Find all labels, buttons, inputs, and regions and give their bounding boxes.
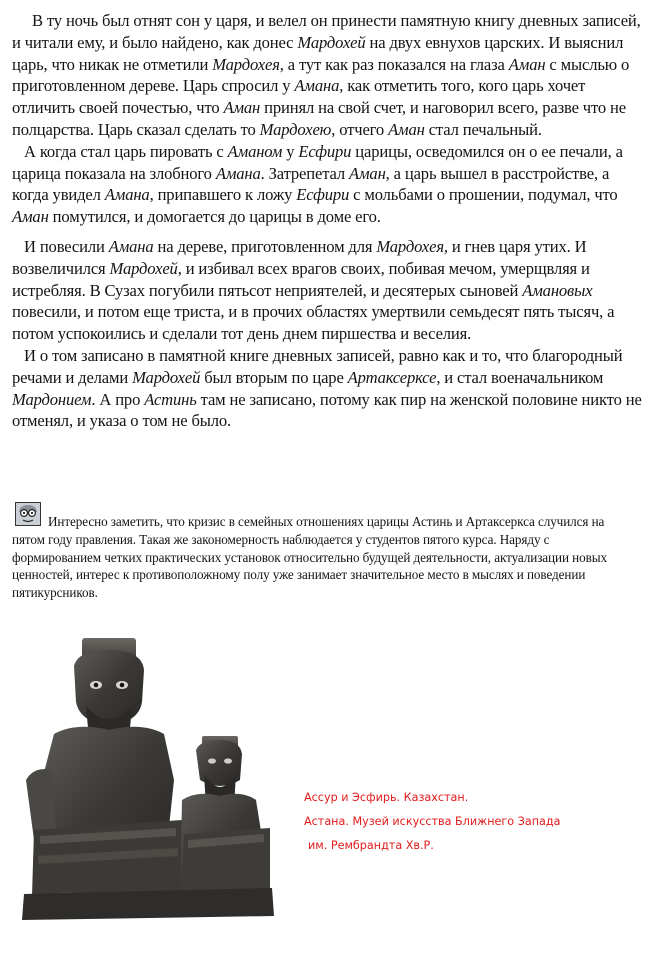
name-run: Амановых bbox=[522, 280, 593, 300]
paragraph bbox=[12, 236, 648, 345]
name-run: Амана bbox=[104, 185, 150, 205]
name-run: Мардохея bbox=[212, 54, 280, 74]
sculpture-photo bbox=[14, 630, 280, 924]
name-run: Есфири bbox=[298, 141, 352, 161]
text-run: стал печальный. bbox=[424, 119, 542, 139]
photo-caption bbox=[304, 786, 604, 858]
name-run: Мардохея bbox=[376, 236, 444, 256]
text-run: повесили, и потом еще триста, и в прочих областях умертвили семьдесят пять тысяч, а потом успокоились и сделали тот день днем пиршества и веселия. bbox=[12, 302, 615, 344]
caption-line: им. Рембрандта Хв.Р. bbox=[308, 839, 434, 852]
paragraph bbox=[12, 345, 648, 432]
main-text bbox=[12, 10, 648, 432]
text-run: . А про bbox=[91, 389, 145, 409]
name-run: Мардохей bbox=[297, 32, 366, 52]
text-run: помутился, и домогается до царицы в доме его. bbox=[48, 207, 381, 227]
text-run: , и избивал всех врагов своих, побивая мечом, умерщвляя и истребляя. В Сузах погубили пятьсот неприятелей, и десятерых сыновей bbox=[12, 258, 590, 300]
text-run: , и гнев царя утих. И возвеличился bbox=[12, 236, 587, 278]
name-run: Амана bbox=[294, 76, 340, 96]
text-run: И о том записано в памятной книге дневных записей, равно как и то, что благородный речами и делами bbox=[12, 345, 623, 387]
text-run: с мыслью о приготовленном дереве. Царь спросил у bbox=[12, 54, 630, 96]
text-run: , припавшего к ложу bbox=[149, 185, 297, 205]
text-run: на дереве, приготовленном для bbox=[153, 236, 377, 256]
name-run: Мардохею bbox=[259, 119, 332, 139]
note-body: Интересно заметить, что кризис в семейных отношениях царицы Астинь и Артаксеркса случился на пятом году правления. Такая же закономерность наблюдается у студентов пятого курса. Наряду с формированием четких практических установок относительно будущей деятельности, актуализации новых ценностей, интерес к противоположному полу уже занимает значительное место в мыслях и поведении пятикурсников. bbox=[12, 514, 607, 601]
name-run: Аман bbox=[349, 163, 386, 183]
text-run: на двух евнухов царских. И выяснил царь, что никак не отметили bbox=[12, 32, 624, 74]
name-run: Аманом bbox=[227, 141, 283, 161]
name-run: Мардонием bbox=[12, 389, 92, 409]
text-run: , а тут как раз показался на глаза bbox=[279, 54, 509, 74]
text-run: , и стал военачальником bbox=[436, 367, 604, 387]
text-run: В ту ночь был отнят сон у царя, и велел он принести памятную книгу дневных записей, и читали ему, и было найдено, как донес bbox=[12, 11, 641, 52]
text-run: , отчего bbox=[331, 119, 389, 139]
text-run: И повесили bbox=[24, 236, 109, 256]
paragraph bbox=[12, 10, 648, 141]
text-run: , как отметить того, кого царь хочет отличить своей почестью, что bbox=[12, 76, 586, 118]
text-run: был вторым по царе bbox=[200, 367, 348, 387]
name-run: Амана bbox=[215, 163, 261, 183]
caption-line: Астана. Музей искусства Ближнего Запада bbox=[304, 815, 561, 828]
text-run: . Затрепетал bbox=[260, 163, 349, 183]
name-run: Мардохей bbox=[132, 367, 201, 387]
text-run: принял на свой счет, и наговорил всего, разве что не полцарства. Царь сказал сделать то bbox=[12, 98, 626, 139]
paragraph bbox=[12, 141, 648, 228]
text-run: у bbox=[282, 141, 299, 161]
name-run: Аман bbox=[223, 98, 261, 118]
text-run: там не записано, потому как пир на женской половине никто не отменял, и указа о том не было. bbox=[12, 389, 642, 431]
name-run: Аман bbox=[508, 54, 546, 74]
text-run: царицы, осведомился он о ее печали, а царица показала на злобного bbox=[12, 141, 623, 183]
text-run: , а царь вышел в расстройстве, а когда увидел bbox=[12, 163, 610, 205]
name-run: Аман bbox=[12, 207, 49, 227]
note-text bbox=[12, 513, 637, 602]
caption-line: Ассур и Эсфирь. Казахстан. bbox=[304, 791, 469, 804]
text-run: А когда стал царь пировать с bbox=[24, 141, 228, 161]
name-run: Амана bbox=[108, 236, 154, 256]
text-run: с мольбами о прошении, подумал, что bbox=[349, 185, 618, 205]
name-run: Астинь bbox=[144, 389, 197, 409]
name-run: Есфири bbox=[296, 185, 350, 205]
name-run: Мардохей bbox=[109, 258, 178, 278]
name-run: Артаксерксе bbox=[347, 367, 437, 387]
name-run: Аман bbox=[388, 119, 425, 139]
